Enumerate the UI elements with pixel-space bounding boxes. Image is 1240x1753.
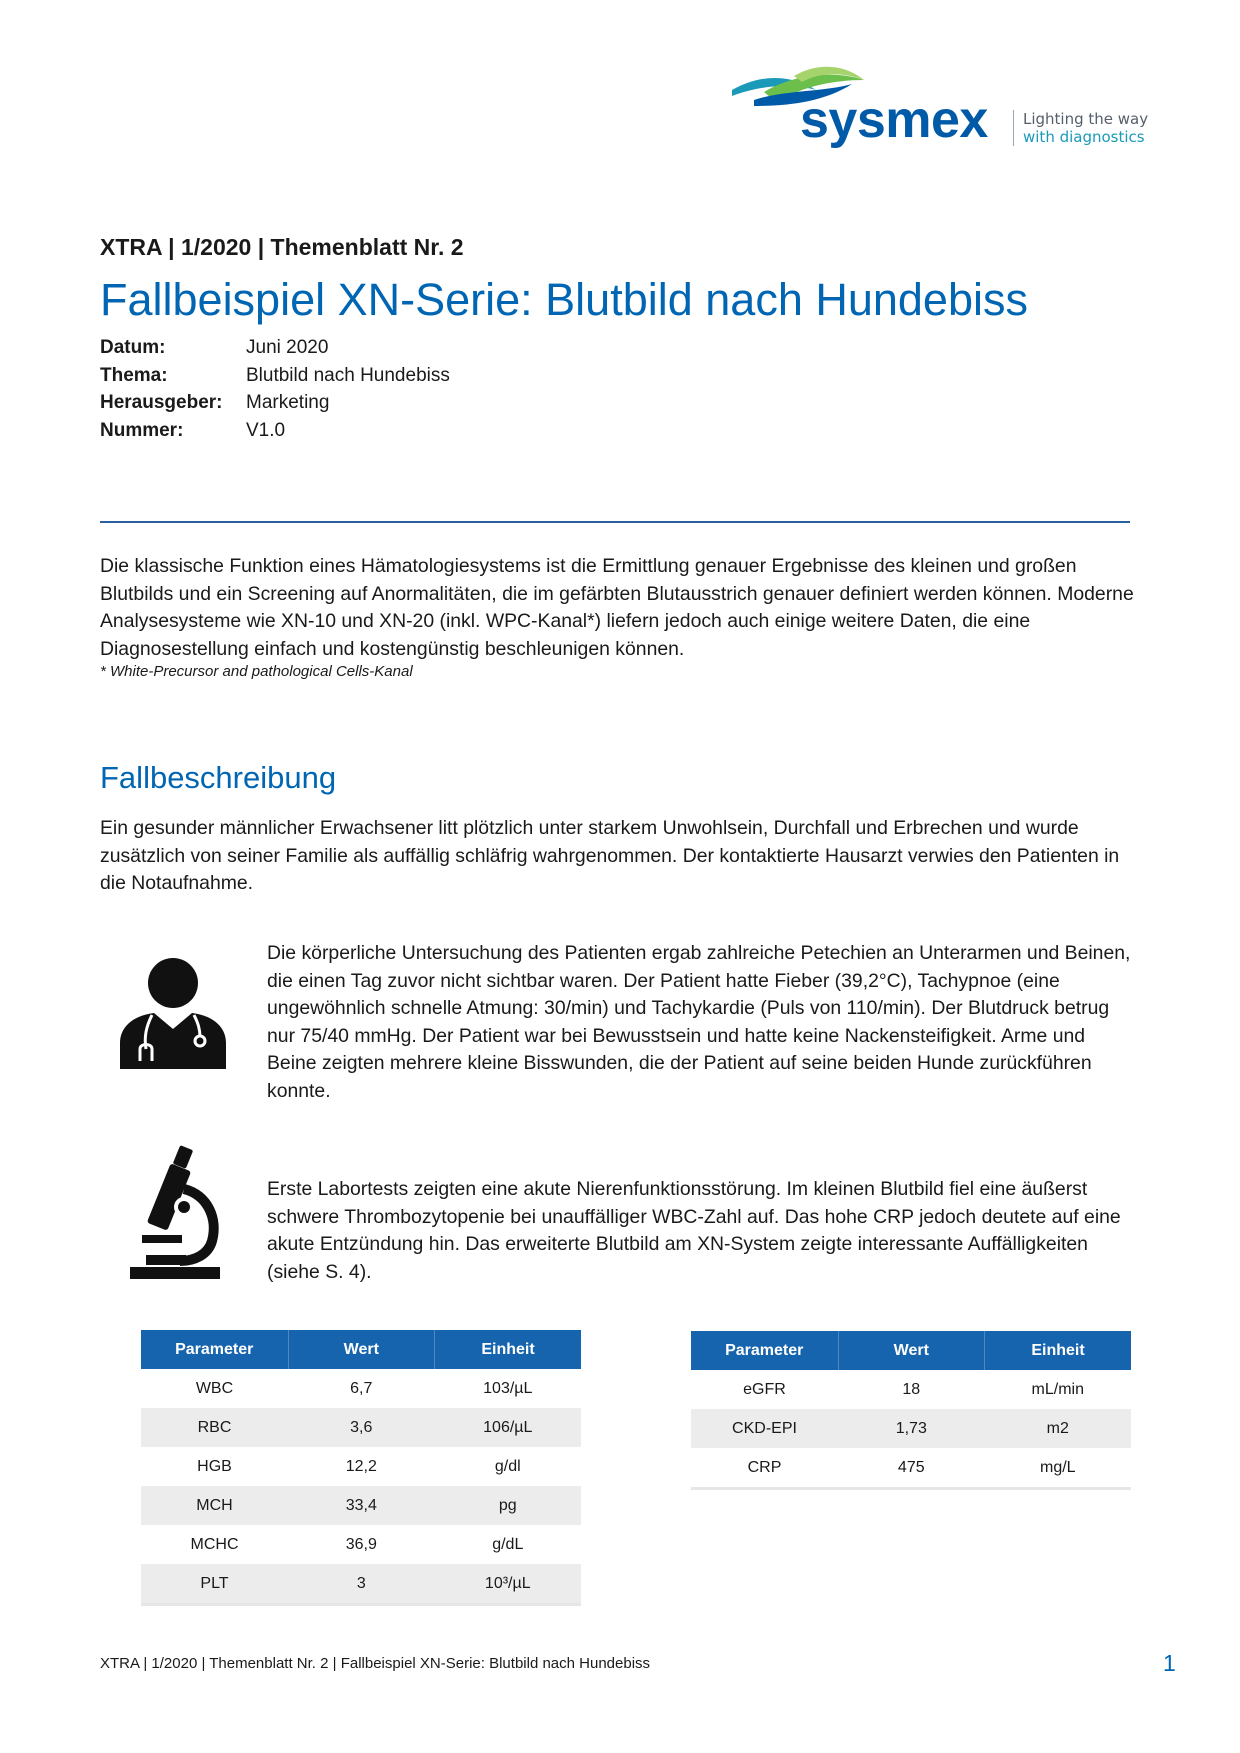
doctor-icon — [118, 957, 228, 1071]
lab-paragraph: Erste Labortests zeigten eine akute Nierenfunktionsstörung. Im kleinen Blutbild fiel eine äußerst schwere Thrombozytopenie bei unauffälliger WBC-Zahl auf. Das hohe CRP jedoch deutete auf eine akute Entzündung hin. Das erweiterte Blutbild am XN-System zeigte interessante Auffälligkeiten (siehe S. 4). — [267, 1178, 1121, 1283]
cell-unit: pg — [435, 1486, 581, 1525]
cell-parameter: PLT — [141, 1564, 288, 1605]
cell-value: 6,7 — [350, 1379, 373, 1397]
cell-value: 475 — [897, 1458, 925, 1476]
cell-unit: 106/µL — [435, 1408, 581, 1447]
table-row — [691, 1409, 1131, 1448]
cell-unit: g/dl — [494, 1457, 521, 1475]
meta-key: Thema: — [100, 364, 168, 386]
cell-value: 36,9 — [345, 1535, 377, 1553]
cell-unit: 10³/µL — [435, 1564, 581, 1605]
table-row — [141, 1564, 581, 1605]
case-heading: Fallbeschreibung — [100, 760, 337, 795]
table-row — [141, 1486, 581, 1525]
cell-parameter: eGFR — [743, 1380, 786, 1398]
meta-value: Blutbild nach Hundebiss — [246, 364, 450, 386]
meta-block — [100, 334, 450, 444]
col-unit: Einheit — [435, 1330, 581, 1369]
case-paragraph: Ein gesunder männlicher Erwachsener litt plötzlich unter starkem Unwohlsein, Durchfall und Erbrechen und wurde zusätzlich von seiner Familie als auffällig schläfrig wahrgenommen. Der kontaktierte Hausarzt verwies den Patienten in die Notaufnahme. — [100, 817, 1120, 894]
cell-parameter: WBC — [195, 1379, 234, 1397]
meta-value: V1.0 — [246, 419, 286, 441]
meta-value: Marketing — [246, 392, 330, 413]
col-value: Wert — [838, 1331, 985, 1370]
table-row — [141, 1369, 581, 1408]
table-header-row — [691, 1331, 1131, 1370]
logo-tagline-2: with diagnostics — [1023, 128, 1145, 146]
col-value: Wert — [288, 1330, 435, 1369]
meta-value: Juni 2020 — [246, 337, 329, 358]
footnote: * White-Precursor and pathological Cells-Kanal — [100, 663, 413, 680]
table-row — [141, 1408, 581, 1447]
kidney-crp-table — [691, 1331, 1131, 1490]
page-title: Fallbeispiel XN-Serie: Blutbild nach Hundebiss — [100, 274, 1028, 325]
logo-wordmark: sysmex — [800, 91, 988, 149]
table-row — [141, 1447, 581, 1486]
cell-parameter: CKD-EPI — [691, 1409, 838, 1448]
cell-unit: 103/µL — [483, 1379, 533, 1397]
cell-unit: m2 — [985, 1409, 1131, 1448]
cell-unit: g/dL — [492, 1535, 524, 1553]
table-row — [691, 1370, 1131, 1409]
meta-key: Nummer: — [100, 419, 184, 441]
footer-text: XTRA | 1/2020 | Themenblatt Nr. 2 | Fallbeispiel XN-Serie: Blutbild nach Hundebiss — [100, 1655, 651, 1672]
microscope-icon — [128, 1145, 224, 1281]
table-row — [141, 1525, 581, 1564]
cell-value: 18 — [902, 1380, 921, 1398]
logo-tagline-1: Lighting the way — [1023, 110, 1149, 128]
sysmex-logo — [720, 58, 1150, 158]
blood-count-table — [141, 1330, 581, 1606]
meta-row-number — [100, 417, 450, 445]
col-parameter: Parameter — [691, 1331, 838, 1370]
meta-row-date — [100, 334, 450, 362]
cell-parameter: HGB — [197, 1457, 232, 1475]
col-parameter: Parameter — [141, 1330, 288, 1369]
cell-value: 3 — [288, 1564, 435, 1605]
logo-divider — [1013, 110, 1014, 146]
table-row — [691, 1448, 1131, 1489]
table-header-row — [141, 1330, 581, 1369]
meta-key: Datum: — [100, 337, 166, 358]
series-label: XTRA | 1/2020 | Themenblatt Nr. 2 — [100, 234, 464, 260]
cell-value: 1,73 — [838, 1409, 985, 1448]
meta-row-publisher — [100, 389, 450, 417]
cell-parameter: MCHC — [190, 1535, 239, 1553]
cell-parameter: CRP — [747, 1458, 782, 1476]
col-unit: Einheit — [985, 1331, 1131, 1370]
meta-row-topic — [100, 362, 450, 390]
cell-unit: mL/min — [1031, 1380, 1084, 1398]
cell-value: 33,4 — [288, 1486, 435, 1525]
cell-parameter: MCH — [141, 1486, 288, 1525]
cell-value: 3,6 — [288, 1408, 435, 1447]
page-number: 1 — [1163, 1650, 1176, 1676]
exam-paragraph: Die körperliche Untersuchung des Patienten ergab zahlreiche Petechien an Unterarmen und Beinen, die einen Tag zuvor nicht sichtbar waren. Der Patient hatte Fieber (39,2°C), Tachypnoe (eine ungewöhnlich schnelle Atmung: 30/min) und Tachykardie (Puls von 110/min). Der Blutdruck betrug nur 75/40 mmHg. Der Patient war bei Bewusstsein und hatte keine Nackensteifigkeit. Arme und Beine zeigten mehrere kleine Bisswunden, die der Patient auf seine beiden Hunde zurückführen konnte. — [267, 942, 1131, 1102]
meta-key: Herausgeber: — [100, 392, 223, 413]
cell-parameter: RBC — [141, 1408, 288, 1447]
cell-value: 12,2 — [345, 1457, 377, 1475]
intro-paragraph: Die klassische Funktion eines Hämatologiesystems ist die Ermittlung genauer Ergebnisse des kleinen und großen Blutbilds und ein Screening auf Anormalitäten, die im gefärbten Blutausstrich genauer definiert werden können. Moderne Analysesysteme wie XN-10 und XN-20 (inkl. WPC-Kanal*) liefern jedoch auch einige weitere Daten, die eine Diagnosestellung einfach und kostengünstig beschleunigen können. — [100, 555, 1134, 660]
cell-unit: mg/L — [1039, 1458, 1076, 1476]
section-divider — [100, 521, 1130, 523]
